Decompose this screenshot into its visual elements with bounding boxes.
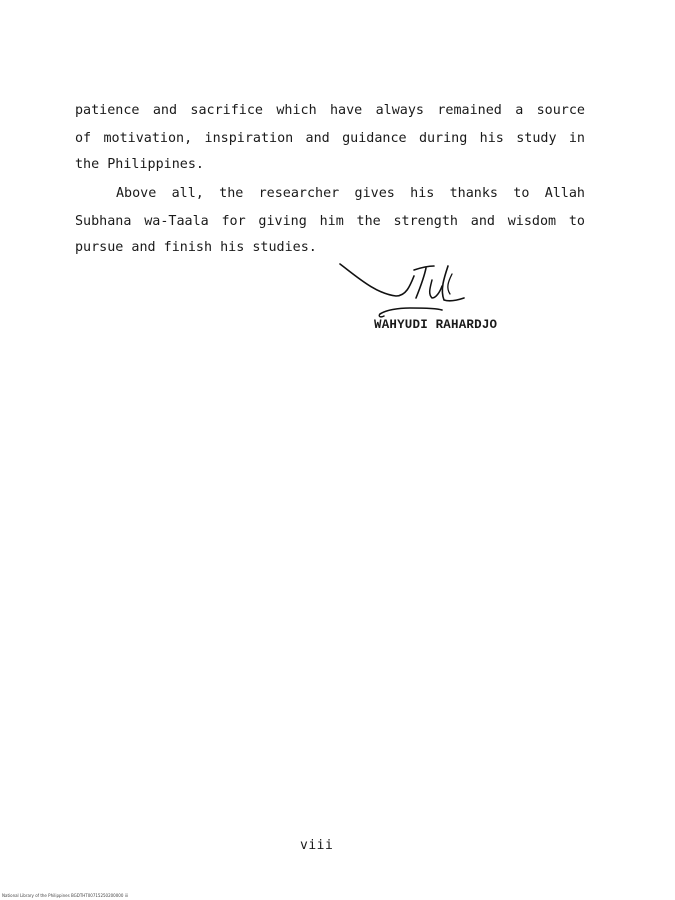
paragraph-line: the Philippines. xyxy=(75,157,204,172)
paragraph-line: Above all, the researcher gives his thanks to Allah xyxy=(116,186,585,201)
paragraph-line: pursue and finish his studies. xyxy=(75,240,317,255)
signer-name: WAHYUDI RAHARDJO xyxy=(374,318,498,332)
paragraph-line: patience and sacrifice which have always remained a source xyxy=(75,103,585,118)
footer-note: National Library of the Philippines BGDTHT00715250200000 iii xyxy=(2,893,128,898)
paragraph-line: Subhana wa-Taala for giving him the strength and wisdom to xyxy=(75,214,585,229)
handwritten-signature xyxy=(336,258,481,324)
paragraph-line: of motivation, inspiration and guidance during his study in xyxy=(75,131,585,146)
page-number: viii xyxy=(300,838,334,853)
